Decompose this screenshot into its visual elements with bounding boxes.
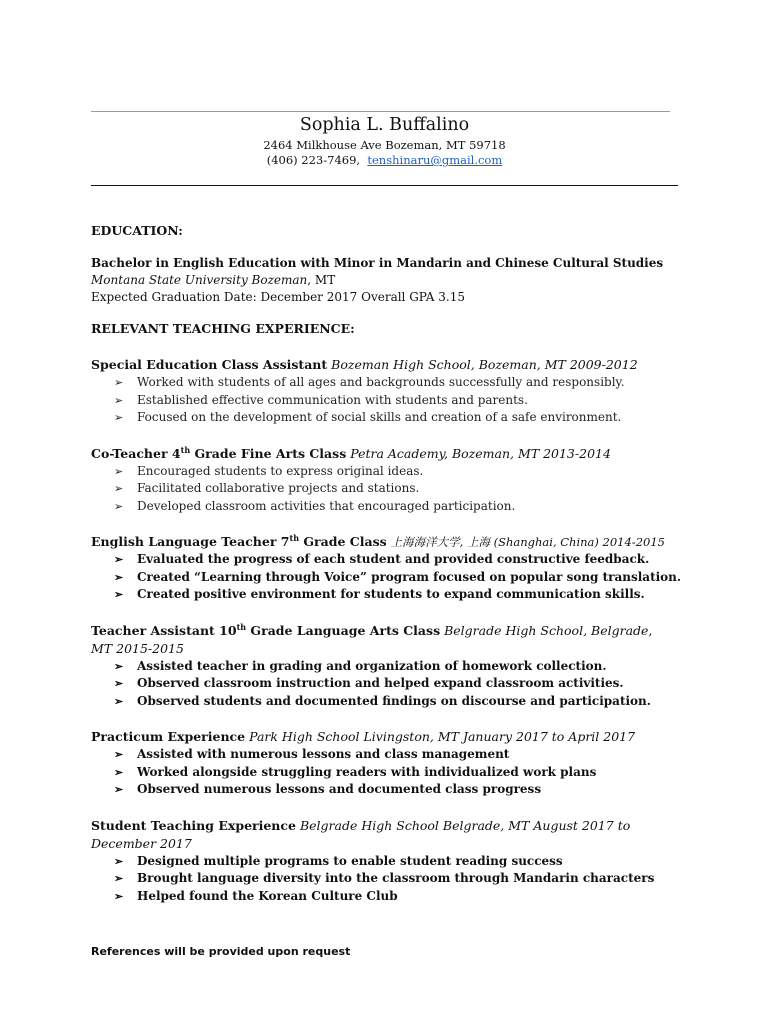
arrow-bullet-icon: ➢ <box>114 765 124 779</box>
job-bullets <box>91 374 691 427</box>
graduation-line <box>91 289 691 306</box>
bullet-text: Assisted with numerous lessons and class management <box>137 747 510 761</box>
list-item <box>91 693 691 711</box>
arrow-bullet-icon: ➢ <box>114 482 124 495</box>
list-item <box>91 888 691 906</box>
applicant-name: Sophia L. Buffalino <box>299 115 470 135</box>
bullet-text: Brought language diversity into the classroom through Mandarin characters <box>137 871 655 885</box>
bullet-text: Created positive environment for students to expand communication skills. <box>137 587 645 601</box>
school-line <box>91 272 691 289</box>
education-heading: EDUCATION: <box>91 223 183 238</box>
degree-title: Bachelor in English Education with Minor in Mandarin and Chinese Cultural Studies <box>91 256 664 270</box>
job-title-part: Grade Fine Arts Class <box>190 445 347 461</box>
arrow-bullet-icon: ➢ <box>114 783 124 796</box>
bullet-text: Developed classroom activities that encouraged participation. <box>137 498 516 513</box>
bullet-text: Encouraged students to express original ideas. <box>137 463 424 478</box>
list-item <box>91 764 691 782</box>
list-item <box>91 658 691 676</box>
job-entry <box>91 817 631 853</box>
arrow-bullet-icon: ➢ <box>114 748 124 761</box>
job-bullets <box>91 746 691 799</box>
references-note: References will be provided upon request <box>91 945 351 958</box>
job-entry <box>91 445 691 463</box>
arrow-bullet-icon: ➢ <box>114 659 124 673</box>
bullet-text: Established effective communication with students and parents. <box>137 392 528 407</box>
list-item <box>91 853 691 871</box>
school-state: , MT <box>307 273 336 287</box>
job-entry <box>91 533 691 551</box>
list-item <box>91 498 691 516</box>
list-item <box>91 463 691 481</box>
job-title <box>91 623 440 638</box>
bullet-text: Assisted teacher in grading and organization of homework collection. <box>137 658 607 673</box>
job-entry <box>91 728 691 746</box>
arrow-bullet-icon: ➢ <box>114 553 124 566</box>
applicant-email-link[interactable]: tenshinaru@gmail.com <box>367 153 503 167</box>
ordinal-suffix: th <box>180 444 191 455</box>
bullet-text: Observed students and documented findings on discourse and participation. <box>137 693 651 708</box>
arrow-bullet-icon: ➢ <box>114 393 124 407</box>
list-item <box>91 781 691 799</box>
contact-line <box>91 153 678 168</box>
ordinal-suffix: th <box>236 621 247 632</box>
list-item <box>91 392 691 410</box>
bullet-text: Observed classroom instruction and helped expand classroom activities. <box>137 676 624 690</box>
bullet-text: Facilitated collaborative projects and stations. <box>137 481 420 495</box>
list-item <box>91 675 691 693</box>
job-entry <box>91 356 691 374</box>
job-bullets <box>91 551 691 604</box>
arrow-bullet-icon: ➢ <box>114 376 124 389</box>
job-title-part: Co-Teacher 4 <box>91 445 181 461</box>
job-place: Bozeman High School, Bozeman, MT 2009-2012 <box>331 357 638 372</box>
bullet-text: Worked with students of all ages and backgrounds successfully and responsibly. <box>137 375 625 389</box>
list-item <box>91 870 691 888</box>
job-bullets <box>91 853 691 906</box>
arrow-bullet-icon: ➢ <box>114 499 124 513</box>
job-title-part: English Language Teacher 7 <box>91 534 290 549</box>
job-title: Student Teaching Experience <box>91 817 296 833</box>
list-item <box>91 746 691 764</box>
job-place: 上海海洋大学, 上海 (Shanghai, China) 2014-2015 <box>390 535 665 549</box>
list-item <box>91 586 691 604</box>
list-item <box>91 551 691 569</box>
bullet-text: Observed numerous lessons and documented class progress <box>137 782 542 796</box>
arrow-bullet-icon: ➢ <box>114 694 124 708</box>
job-title: Special Education Class Assistant <box>91 357 328 372</box>
arrow-bullet-icon: ➢ <box>114 570 124 584</box>
arrow-bullet-icon: ➢ <box>114 889 124 903</box>
job-title: Practicum Experience <box>91 729 246 744</box>
top-rule <box>91 111 670 112</box>
school-name: Montana State University Bozeman <box>91 273 308 287</box>
resume-body <box>91 222 691 905</box>
gpa: Overall GPA 3.15 <box>361 290 465 304</box>
applicant-phone: (406) 223-7469, <box>266 153 361 167</box>
job-place: Park High School Livingston, MT January 2017 to April 2017 <box>249 729 636 744</box>
bullet-text: Designed multiple programs to enable student reading success <box>137 853 563 868</box>
job-title <box>91 446 346 461</box>
arrow-bullet-icon: ➢ <box>114 677 124 690</box>
arrow-bullet-icon: ➢ <box>114 464 124 478</box>
arrow-bullet-icon: ➢ <box>114 872 124 885</box>
job-title-part: Grade Language Arts Class <box>246 622 441 638</box>
job-place: Petra Academy, Bozeman, MT 2013-2014 <box>350 445 611 461</box>
job-title-part: Teacher Assistant 10 <box>91 622 237 638</box>
job-entry <box>91 622 671 658</box>
arrow-bullet-icon: ➢ <box>114 411 124 424</box>
bullet-text: Focused on the development of social skills and creation of a safe environment. <box>137 410 622 424</box>
bullet-text: Created “Learning through Voice” program focused on popular song translation. <box>137 569 682 584</box>
list-item <box>91 409 691 427</box>
job-bullets <box>91 463 691 516</box>
list-item <box>91 374 691 392</box>
job-title <box>91 534 387 549</box>
job-title-part: Grade Class <box>299 534 387 549</box>
bullet-text: Helped found the Korean Culture Club <box>137 888 398 903</box>
bullet-text: Evaluated the progress of each student and provided constructive feedback. <box>137 552 650 566</box>
job-bullets <box>91 658 691 711</box>
header-divider <box>91 185 678 186</box>
graduation-date: Expected Graduation Date: December 2017 <box>91 290 358 304</box>
resume-header <box>91 114 678 168</box>
ordinal-suffix: th <box>289 532 300 543</box>
job-place: Belgrade High School Belgrade, MT August 2017 to December 2017 <box>91 817 631 851</box>
arrow-bullet-icon: ➢ <box>114 588 124 601</box>
list-item <box>91 480 691 498</box>
applicant-address: 2464 Milkhouse Ave Bozeman, MT 59718 <box>263 138 506 152</box>
experience-heading: RELEVANT TEACHING EXPERIENCE: <box>91 321 355 336</box>
list-item <box>91 569 691 587</box>
bullet-text: Worked alongside struggling readers with individualized work plans <box>137 764 597 779</box>
job-place: Belgrade High School, Belgrade, MT 2015-2015 <box>91 622 653 656</box>
arrow-bullet-icon: ➢ <box>114 854 124 868</box>
